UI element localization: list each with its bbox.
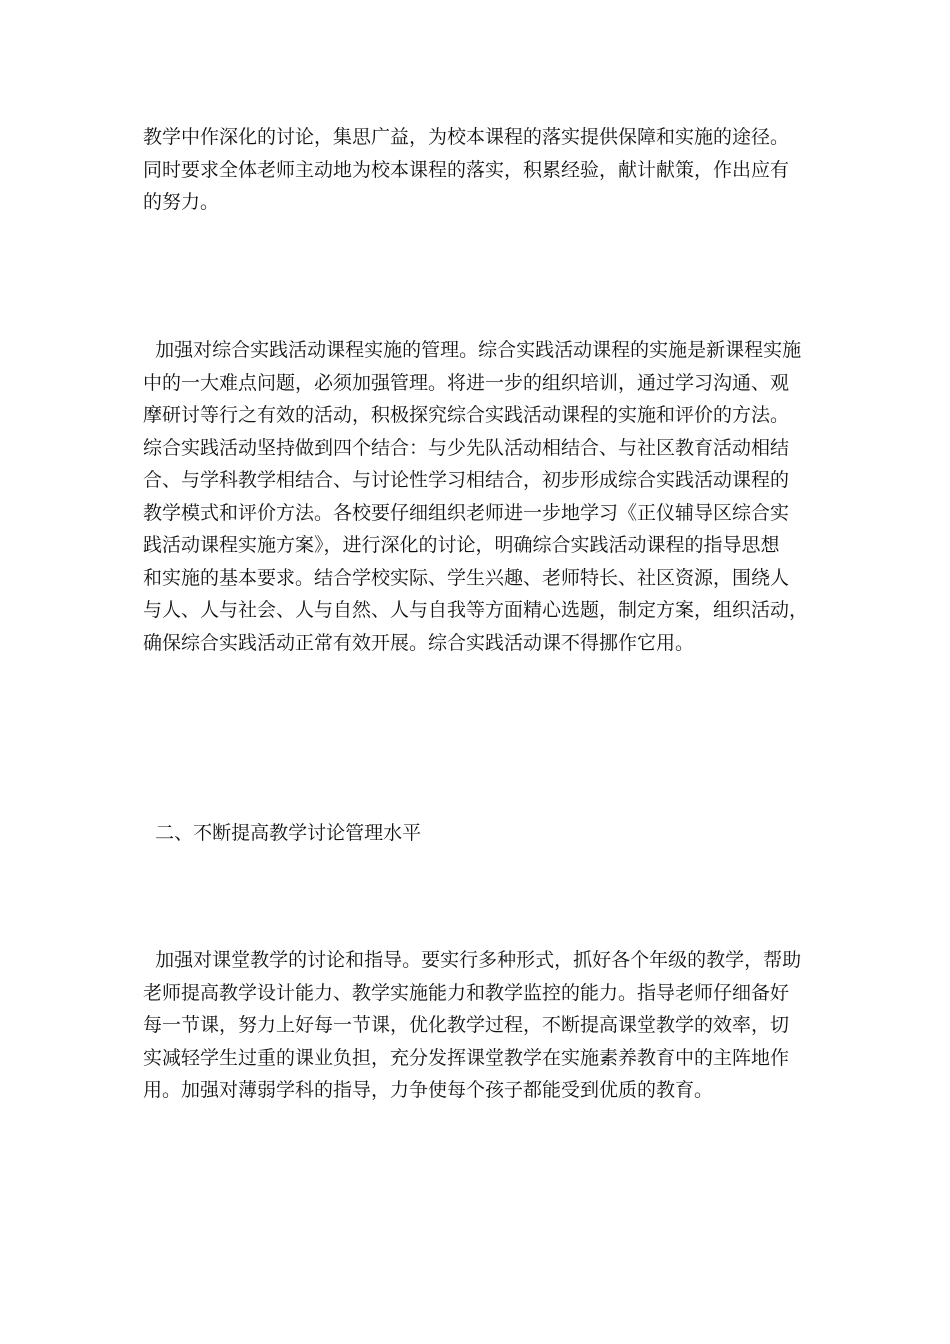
text-line: 的努力。 — [143, 191, 220, 213]
text-line: 加强对综合实践活动课程实施的管理。综合实践活动课程的实施是新课程实施 — [143, 339, 802, 361]
text-line: 同时要求全体老师主动地为校本课程的落实，积累经验，献计献策，作出应有 — [143, 158, 790, 181]
text-line: 摩研讨等行之有效的活动，积极探究综合实践活动课程的实施和评价的方法。 — [143, 404, 790, 426]
text-line: 教学模式和评价方法。各校要仔细组织老师进一步地学习《正仪辅导区综合实 — [143, 501, 790, 524]
text-line: 中的一大难点问题，必须加强管理。将进一步的组织培训，通过学习沟通、观 — [143, 371, 790, 394]
text-line: 用。加强对薄弱学科的指导，力争使每个孩子都能受到优质的教育。 — [143, 1079, 714, 1101]
text-line: 确保综合实践活动正常有效开展。综合实践活动课不得挪作它用。 — [143, 631, 695, 654]
text-line: 教学中作深化的讨论，集思广益，为校本课程的落实提供保障和实施的途径。 — [143, 126, 790, 148]
paragraph-practice-activity-management — [143, 334, 808, 659]
paragraph-school-curriculum — [143, 121, 808, 219]
text-line: 每一节课，努力上好每一节课，优化教学过程，不断提高课堂教学的效率，切 — [143, 1014, 790, 1036]
text-line: 综合实践活动坚持做到四个结合：与少先队活动相结合、与社区教育活动相结 — [143, 436, 790, 459]
text-line: 合、与学科教学相结合、与讨论性学习相结合，初步形成综合实践活动课程的 — [143, 469, 790, 491]
text-line: 和实施的基本要求。结合学校实际、学生兴趣、老师特长、社区资源，围绕人 — [143, 566, 790, 589]
text-line: 加强对课堂教学的讨论和指导。要实行多种形式，抓好各个年级的教学，帮助 — [143, 949, 802, 971]
paragraph-classroom-teaching — [143, 944, 808, 1107]
text-line: 与人、人与社会、人与自然、人与自我等方面精心选题，制定方案，组织活动， — [143, 599, 809, 621]
section-heading — [143, 817, 808, 850]
text-line: 老师提高教学设计能力、教学实施能力和教学监控的能力。指导老师仔细备好 — [143, 981, 790, 1004]
text-line: 实减轻学生过重的课业负担，充分发挥课堂教学在实施素养教育中的主阵地作 — [143, 1046, 790, 1069]
text-line: 践活动课程实施方案》，进行深化的讨论，明确综合实践活动课程的指导思想 — [143, 534, 780, 556]
section-heading-text: 二、不断提高教学讨论管理水平 — [143, 822, 422, 844]
